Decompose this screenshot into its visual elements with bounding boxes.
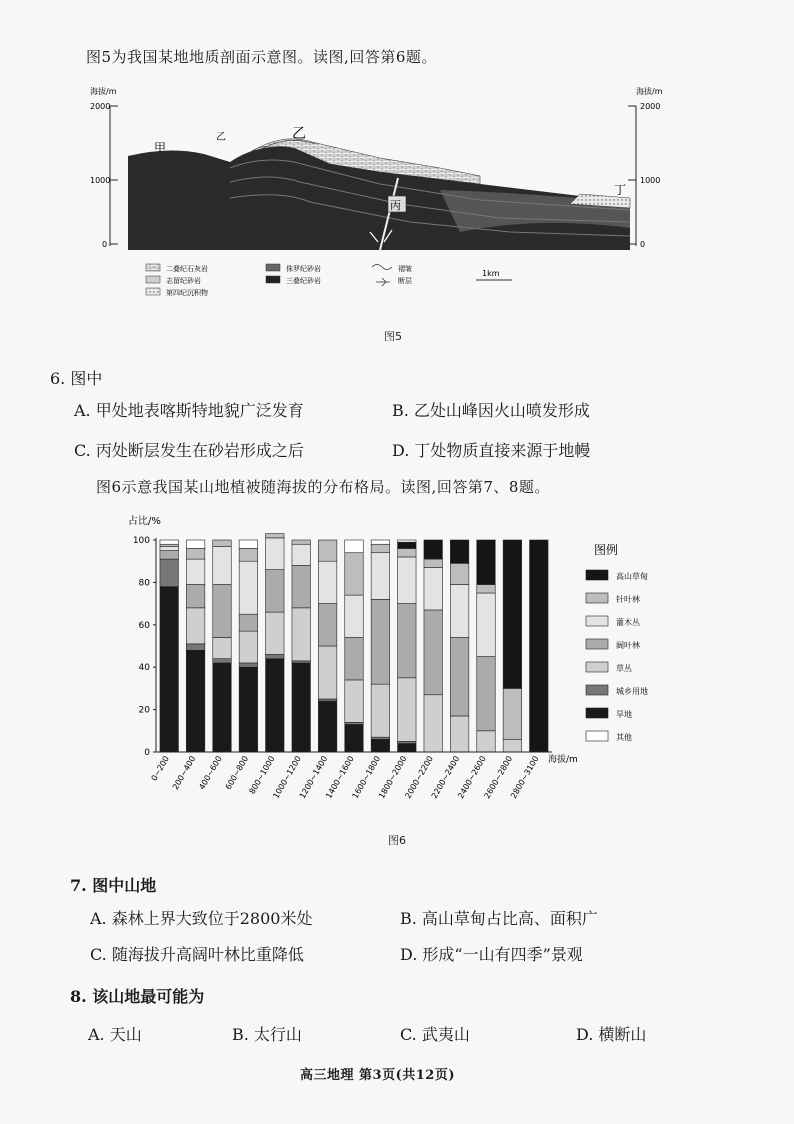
fig6-bar-segment: [160, 551, 178, 559]
fig6-bar-segment: [530, 540, 548, 752]
fig6-bar-segment: [292, 661, 310, 663]
fig6-x-tick-label: 2600~2800: [482, 754, 515, 801]
fig5-left-tick: 0: [102, 240, 108, 249]
fig5-scale-label: 1km: [482, 269, 500, 278]
fig6-y-tick-label: 80: [138, 578, 150, 589]
fig5-caption: 图5: [384, 330, 402, 343]
q8-option-d[interactable]: D. 横断山: [576, 1025, 647, 1044]
fig6-bar-segment: [398, 678, 416, 742]
fig5-intro: 图5为我国某地地质剖面示意图。读图,回答第6题。: [86, 48, 437, 66]
fig6-x-tick-label: 2400~2600: [456, 754, 488, 801]
fig6-bar-segment: [186, 540, 204, 548]
fig6-bar-segment: [371, 684, 389, 737]
fig6-bar-segment: [503, 688, 521, 739]
fig6-bar-segment: [186, 585, 204, 608]
fig6-bar-segment: [398, 557, 416, 604]
fig6-x-tick-label: 0~200: [149, 754, 171, 783]
fig6-ylabel: 占比/%: [128, 516, 161, 527]
fig6-bar-segment: [318, 561, 336, 603]
fig6-bar-segment: [213, 663, 231, 752]
fig6-bar-segment: [424, 559, 442, 567]
fig6-x-tick-label: 2200~2400: [429, 754, 462, 801]
fig6-bar-segment: [213, 659, 231, 663]
fig5-legend-label: 断层: [398, 277, 412, 285]
fig5-legend-label: 褶皱: [398, 265, 412, 273]
fig6-legend-label: 旱地: [616, 710, 632, 719]
fig6-x-tick-label: 1200~1400: [297, 754, 330, 801]
fig5-left-tick: 2000: [90, 102, 111, 111]
q6-option-b[interactable]: B. 乙处山峰因火山喷发形成: [392, 401, 590, 420]
fig5-legend-label: 志留纪砂岩: [166, 277, 201, 285]
fig6-bar-segment: [239, 667, 257, 752]
fig6-bar-segment: [450, 716, 468, 752]
fig6-bar-segment: [160, 544, 178, 546]
fig5-label-yi: 乙: [292, 126, 306, 142]
fig5-legend-label: 二叠纪石灰岩: [166, 265, 208, 273]
fig6-bar-segment: [477, 540, 495, 585]
fig6-bar-segment: [371, 540, 389, 544]
fig6-bar-segment: [266, 654, 284, 658]
fig6-bar-segment: [424, 610, 442, 695]
q7-option-b[interactable]: B. 高山草甸占比高、面积广: [400, 909, 598, 928]
fig6-bar-segment: [160, 587, 178, 752]
page-footer: 高三地理 第3页(共12页): [300, 1068, 455, 1083]
fig6-bar-segment: [398, 744, 416, 752]
fig6-bar-segment: [477, 585, 495, 593]
q7-option-a[interactable]: A. 森林上界大致位于2800米处: [90, 909, 313, 928]
fig6-bar-segment: [186, 548, 204, 559]
fig6-bar-segment: [398, 540, 416, 542]
fig6-legend-label: 阔叶林: [616, 641, 640, 650]
fig6-bar-segment: [186, 650, 204, 752]
fig6-bar-segment: [318, 701, 336, 752]
fig6-bar-segment: [239, 631, 257, 663]
fig6-bar-segment: [398, 604, 416, 678]
fig6-bar-segment: [371, 599, 389, 684]
fig6-legend-swatch: [586, 570, 608, 580]
fig6-x-tick-label: 600~800: [223, 754, 251, 792]
fig6-y-tick-label: 60: [138, 620, 150, 631]
fig6-bar-segment: [318, 646, 336, 699]
fig6-legend-swatch: [586, 685, 608, 695]
q7-option-d[interactable]: D. 形成“一山有四季”景观: [400, 945, 583, 964]
fig6-bar-segment: [345, 724, 363, 752]
fig5-right-tick: 2000: [640, 102, 661, 111]
fig6-bar-segment: [477, 657, 495, 731]
fig5-cross-section: [80, 82, 680, 300]
fig6-legend-label: 针叶林: [616, 595, 640, 604]
fig6-bar-segment: [213, 638, 231, 659]
q8-option-b[interactable]: B. 太行山: [232, 1025, 302, 1044]
fig6-bar-segment: [239, 540, 257, 548]
fig6-legend-label: 其他: [616, 733, 632, 742]
fig6-bar-segment: [239, 614, 257, 631]
fig6-legend-label: 高山草甸: [616, 572, 648, 581]
fig6-x-tick-label: 800~1000: [247, 754, 277, 796]
q7-option-c[interactable]: C. 随海拔升高阔叶林比重降低: [90, 945, 304, 964]
fig6-bar-segment: [450, 563, 468, 584]
fig6-bar-segment: [477, 731, 495, 752]
fig6-bar-segment: [318, 699, 336, 701]
fig6-bar-segment: [450, 585, 468, 638]
fig6-bar-segment: [503, 540, 521, 688]
fig6-legend-swatch: [586, 616, 608, 626]
fig6-y-tick-label: 0: [144, 748, 150, 758]
fig6-bar-segment: [371, 737, 389, 739]
fig6-bar-segment: [424, 540, 442, 559]
fig5-left-axis-title: 海拔/m: [90, 87, 117, 96]
fig6-bar-segment: [292, 565, 310, 607]
fig6-bar-segment: [160, 540, 178, 544]
fig5-right-axis-title: 海拔/m: [636, 87, 663, 96]
fig5-label-yi: 乙: [216, 132, 226, 143]
fig6-bar-segment: [318, 540, 336, 561]
fig6-x-tick-label: 2000~2200: [403, 754, 435, 801]
fig6-legend-label: 草丛: [616, 664, 632, 673]
fig6-bar-segment: [371, 739, 389, 752]
fig6-bar-segment: [345, 638, 363, 680]
fig6-x-tick-label: 2800~3100: [509, 754, 541, 801]
fig6-bar-segment: [503, 739, 521, 752]
fig6-x-tick-label: 1600~1800: [350, 754, 383, 801]
fig5-label-jia: 甲: [154, 141, 167, 155]
q7-stem: 7. 图中山地: [70, 876, 157, 895]
fig6-bar-segment: [398, 542, 416, 548]
fig5-legend-label: 侏罗纪砂岩: [286, 265, 321, 273]
q8-option-c[interactable]: C. 武夷山: [400, 1025, 470, 1044]
fig5-right-tick: 1000: [640, 176, 661, 185]
fig5-legend: [146, 264, 512, 297]
fig6-bar-segment: [213, 546, 231, 584]
fig5-legend-label: 三叠纪砂岩: [286, 277, 321, 285]
q8-option-a[interactable]: A. 天山: [88, 1025, 142, 1044]
fig6-bar-segment: [371, 544, 389, 552]
fig5-label-ding: 丁: [614, 183, 627, 197]
fig6-bar-segment: [371, 553, 389, 600]
fig6-x-tick-label: 1000~1200: [271, 754, 303, 801]
fig6-caption: 图6: [388, 834, 406, 847]
fig6-bar-segment: [213, 540, 231, 546]
fig6-bar-segment: [186, 644, 204, 650]
fig5-left-tick: 1000: [90, 176, 111, 185]
fig6-bar-segment: [186, 608, 204, 644]
q6-stem: 6. 图中: [50, 369, 103, 388]
q8-stem: 8. 该山地最可能为: [70, 987, 205, 1006]
fig6-x-tick-label: 1400~1600: [324, 754, 356, 801]
fig6-bar-segment: [450, 638, 468, 716]
fig6-legend-label: 灌木丛: [616, 618, 640, 627]
fig6-bar-segment: [398, 548, 416, 556]
fig6-xlabel: 海拔/m: [548, 755, 578, 765]
fig6-bar-segment: [318, 604, 336, 646]
fig6-bar-segment: [450, 540, 468, 563]
fig6-bar-segment: [266, 538, 284, 570]
fig6-legend-swatch: [586, 593, 608, 603]
q6-option-a[interactable]: A. 甲处地表喀斯特地貌广泛发育: [74, 401, 304, 420]
fig6-bar-segment: [345, 553, 363, 595]
fig6-legend-title: 图例: [594, 543, 619, 557]
fig5-right-tick: 0: [640, 240, 646, 249]
fig6-bar-segment: [239, 548, 257, 561]
fig6-bar-segment: [266, 570, 284, 612]
fig6-bar-segment: [266, 612, 284, 654]
fig6-intro: 图6示意我国某山地植被随海拔的分布格局。读图,回答第7、8题。: [96, 478, 550, 496]
fig6-y-tick-label: 100: [132, 536, 150, 546]
q6-option-d[interactable]: D. 丁处物质直接来源于地幔: [392, 441, 591, 460]
fig6-bar-segment: [266, 534, 284, 538]
fig6-bar-segment: [292, 540, 310, 544]
fig6-bar-segment: [292, 608, 310, 661]
fig5-legend-label: 第四纪沉积物: [166, 289, 208, 297]
fig5-label-bing: 丙: [390, 199, 401, 212]
fig6-bar-segment: [160, 559, 178, 587]
fig6-bar-segment: [424, 568, 442, 610]
fig6-bar-segment: [292, 663, 310, 752]
fig6-y-tick-label: 40: [138, 663, 150, 674]
fig6-bar-segment: [345, 595, 363, 637]
fig6-bar-segment: [477, 593, 495, 657]
fig6-chart: [110, 510, 770, 826]
fig6-bar-segment: [239, 663, 257, 667]
fig6-legend-swatch: [586, 731, 608, 741]
fig6-bar-segment: [292, 544, 310, 565]
fig6-bar-segment: [213, 585, 231, 638]
fig6-bar-segment: [239, 561, 257, 614]
q6-option-c[interactable]: C. 丙处断层发生在砂岩形成之后: [74, 441, 304, 460]
fig6-x-tick-label: 400~600: [197, 754, 224, 792]
fig6-legend-swatch: [586, 639, 608, 649]
fig6-x-tick-label: 1800~2000: [377, 754, 409, 801]
fig6-bar-segment: [186, 559, 204, 584]
fig6-y-tick-label: 20: [138, 705, 150, 716]
fig6-bar-segment: [345, 540, 363, 553]
fig6-bar-segment: [266, 659, 284, 752]
fig6-bar-segment: [160, 546, 178, 550]
fig6-legend-label: 城乡用地: [616, 687, 648, 696]
fig6-bar-segment: [345, 722, 363, 724]
fig6-bar-segment: [345, 680, 363, 722]
fig6-legend-swatch: [586, 708, 608, 718]
fig6-x-tick-label: 200~400: [170, 754, 198, 792]
fig6-bar-segment: [398, 741, 416, 743]
fig6-bar-segment: [424, 695, 442, 752]
fig6-legend-swatch: [586, 662, 608, 672]
